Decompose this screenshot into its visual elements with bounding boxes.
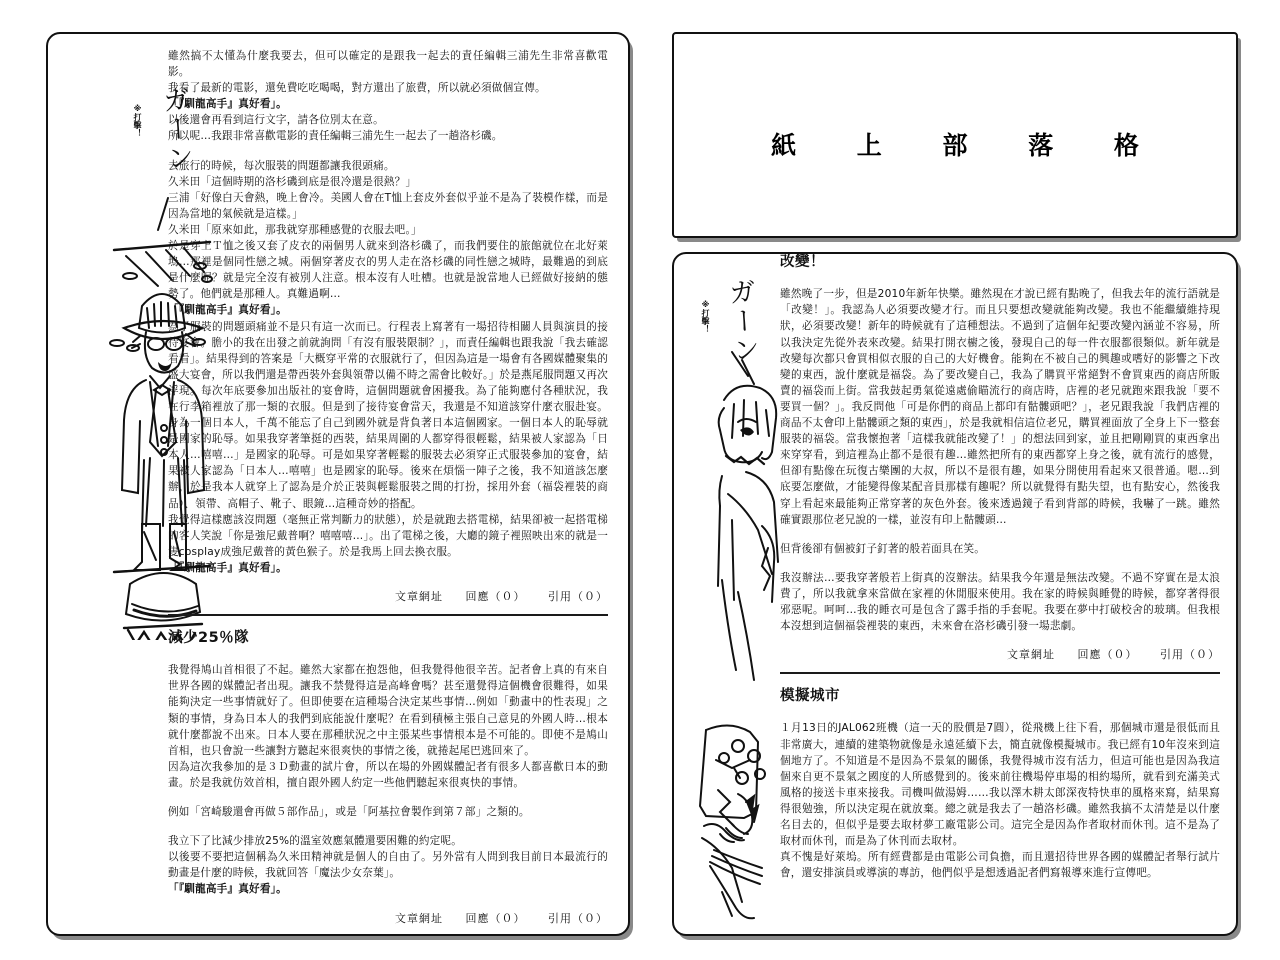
paragraph: 我覺得這樣應該沒問題（毫無正常判斷力的狀態），於是就跑去搭電梯，結果卻被一起搭電梯的客人笑說「你是強尼戴普啊？嘻嘻嘻…」。出了電梯之後，大廳的鏡子裡照映出來的就是一隻cosplay成強尼戴普的黃色猴子。於是我馬上回去換衣服。 bbox=[168, 513, 608, 558]
paragraph: 因為這次我參加的是３Ｄ動畫的試片會，所以在場的外國媒體記者有很多人都喜歡日本的動畫。於是我就仿效首相，擅自跟外國人約定一些他們聽起來很爽快的事情。 bbox=[168, 760, 608, 789]
paragraph-quote: 「『馴龍高手』真好看」。 bbox=[168, 883, 287, 896]
sfx-note-left: ※打擊！ bbox=[133, 104, 142, 137]
article-footer bbox=[168, 588, 608, 604]
article-footer bbox=[780, 646, 1220, 662]
trackback-count[interactable]: 引用（０） bbox=[548, 590, 608, 603]
paragraph: 我沒辦法…要我穿著般若上街真的沒辦法。結果我今年還是無法改變。不過不穿實在是太浪費了，所以我就拿來當做在家裡的休閒服來使用。我在家的時候與睡覺的時候，都穿著得很邪惡呢。呵呵…我的睡衣可是包含了露手指的手套呢。我要在夢中打破校舍的玻璃。但我根本沒想到這個福袋裡裝的東西，未來會在洛杉磯引發一場悲劇。 bbox=[780, 571, 1220, 633]
paragraph-quote: 「『馴龍高手』真好看」。 bbox=[168, 98, 287, 111]
article-heading: 減少25％隊 bbox=[168, 630, 250, 646]
paragraph: 為了服裝的問題頭痛並不是只有這一次而已。行程表上寫著有一場招待相關人員與演員的接待宴會。膽小的我在出發之前就詢問「有沒有服裝限制？」，而責任編輯也跟我說「我去確認看看」。結果得到的答案是「大概穿平常的衣服就行了，但因為這是一場會有各國媒體聚集的盛大宴會，所以我們還是帶西裝外套與領帶以備不時之需會比較好。」於是燕尾服問題又再次浮現。每次年底要參加出版社的宴會時，這個問題就會困擾我。為了能夠應付各種狀況，我在行李箱裡放了那一類的衣服。但是到了接待宴會當天，我還是不知道該穿什麼衣服赴宴。身為一個日本人，千萬不能忘了自己到國外就是背負著日本這個國家。一個日本人的恥辱就是國家的恥辱。如果我穿著筆挺的西裝，結果周圍的人都穿得很輕鬆，結果被人家認為「日本人…嘻嘻…」是國家的恥辱。可是如果穿著輕鬆的服裝去必須穿正式服裝參加的宴會，結果被人家認為「日本人…嘻嘻」也是國家的恥辱。後來在煩惱一陣子之後，我不知道該怎麼辦，於是我本人就穿上了認為是介於正裝與輕鬆服裝之間的打扮，採用外套（福袋裡裝的商品）、領帶、高帽子、靴子、眼鏡…這種奇妙的搭配。 bbox=[168, 320, 608, 510]
article-url-link[interactable]: 文章網址 bbox=[1007, 648, 1055, 662]
paragraph: 久米田「這個時期的洛杉磯到底是很冷還是很熱？」 bbox=[168, 175, 417, 188]
reply-count[interactable]: 回應（０） bbox=[465, 590, 526, 603]
article-url-link[interactable]: 文章網址 bbox=[395, 911, 443, 925]
article-heading: 改變！ bbox=[780, 254, 825, 270]
right-page-text-column bbox=[780, 0, 1220, 881]
paragraph: 雖然晚了一步，但是2010年新年快樂。雖然現在才說已經有點晚了，但我去年的流行語就是「改變！」。我認為人必須要改變才行。而且只要想改變就能夠改變。我也不能繼續維持現狀，必須要改變！新年的時候就有了這種想法。不過到了這個年紀要改變內涵並不容易，所以我決定先從外表來改變。結果打開衣櫥之後，發現自己的每一件衣服都很類似。新年就是改變每次都只會買相似衣服的自己的大好機會。能夠在不被自己的興趣或嗜好的影響之下改變的東西，說什麼就是福袋。為了要改變自己，我為了購買平常絕對不會買東西的商店所販賣的福袋而上街。當我鼓起勇氣從遠處偷瞄流行的商店時，店裡的老兄就跑來跟我說「要不要買一個？」。我反問他「可是你們的商品上都印有骷髏頭吧？」，老兄跟我說「我們店裡的商品不太會印上骷髏頭之類的東西」，於是我就相信這位老兄，購買裡面放了全身上下一整套服裝的福袋。當我懷抱著「這樣我就能改變了！」的想法回到家，並且把剛剛買的東西拿出來穿穿看，到這裡為止都不是很有趣…雖然把所有的東西都穿上身之後，就有流行的感覺，但卻有點像在玩復古樂團的大叔，所以不是很有趣，如果分開使用看起來又很普通。嗯…到底要怎麼做，才能變得像某配音員那樣有趣呢？所以就覺得有點失望，也有點安心，然後我穿上看起來最能夠正常穿著的灰色外套。後來透過鏡子看到背部的時候，我嚇了一跳。雖然確實跟那位老兄說的一樣，並沒有印上骷髏頭… bbox=[780, 288, 1220, 526]
paragraph-quote: 「『馴龍高手』真好看」。 bbox=[168, 304, 287, 317]
reply-count[interactable]: 回應（０） bbox=[1077, 648, 1138, 662]
paragraph: 雖然搞不太懂為什麼我要去，但可以確定的是跟我一起去的責任編輯三浦先生非常喜歡電影。 bbox=[168, 50, 608, 79]
character-illustration-right-lower bbox=[676, 716, 780, 931]
article-left-1 bbox=[168, 48, 608, 604]
trackback-count[interactable]: 引用（０） bbox=[1160, 648, 1220, 662]
paragraph-quote: 「『馴龍高手』真好看」。 bbox=[168, 561, 287, 574]
sfx-ga-n-right: ガーン bbox=[723, 277, 760, 366]
paragraph: 去旅行的時候，每次服裝的問題都讓我很頭痛。 bbox=[168, 159, 395, 172]
paragraph: 我立下了比減少排放25%的溫室效應氣體還要困難的約定呢。 bbox=[168, 835, 462, 848]
paragraph: 於是穿上Ｔ恤之後又套了皮衣的兩個男人就來到洛杉磯了，而我們要住的旅館就位在北好萊塢…那裡是個同性戀之城。兩個穿著皮衣的男人走在洛杉磯的同性戀之城時，最難過的到底是什麼呢？就是完全沒有被別人注意。根本沒有人吐槽。也就是說當地人已經做好接納的態勢了。他們就是那種人。真難過啊… bbox=[168, 240, 608, 301]
paragraph: 我覺得鳩山首相很了不起。雖然大家都在抱怨他，但我覺得他很辛苦。記者會上真的有來自世界各國的媒體記者出現。讓我不禁覺得這是高峰會嗎？甚至還覺得這個機會很難得，如果能夠決定一些事情就好了。但即使要在這種場合決定某些事情…例如「動畫中的性表現」之類的事情，身為日本人的我們到底能說什麼呢？在看到積極主張自己意見的外國人時…根本就什麼都說不出來。日本人要在那種狀況之中主張某些事情根本是不可能的。即使不是鳩山首相，也只會說一些讓對方聽起來很爽快的事情之後，就捲起尾巴逃回來了。 bbox=[168, 664, 608, 757]
left-page-panel bbox=[46, 32, 630, 936]
article-left-2 bbox=[168, 628, 608, 926]
reply-count[interactable]: 回應（０） bbox=[465, 911, 526, 925]
paragraph: 真不愧是好萊塢。所有經費都是由電影公司負擔，而且還招待世界各國的媒體記者舉行試片會，還安排演員或導演的專訪，他們似乎是想透過記者們寫報導來進行宣傳吧。 bbox=[780, 851, 1220, 880]
paragraph: 以後要不要把這個稱為久米田精神就是個人的自由了。另外當有人問到我目前日本最流行的動畫是什麼的時候，我就回答「魔法少女奈葉」。 bbox=[168, 851, 608, 880]
article-url-link[interactable]: 文章網址 bbox=[395, 590, 443, 603]
sfx-ga-n-left: ガーン bbox=[157, 85, 194, 174]
sfx-note-right: ※打擊！ bbox=[701, 300, 710, 333]
paragraph: 我看了最新的電影，還免費吃吃喝喝，對方還出了旅費，所以就必須做個宣傳。 bbox=[168, 82, 546, 95]
paragraph: １月13日的JAL062班機（這一天的股價是7圓），從飛機上往下看，那個城市還是很低而且非常廣大，連續的建築物就像是永遠延續下去，簡直就像模擬城市。我已經有10年沒來到這個地方了。不知道是不是因為不景氣的關係，我覺得城市沒有活力，但這可能也是因為我這個來自更不景氣之國度的人所感覺到的。後來前往機場停車場的相約場所，就看到充滿美式風格的接送卡車來接我。司機叫做湯姆……我以澤木耕太郎深夜特快車的風格來寫，結果寫得很勉強，所以決定現在就放棄。總之就是我去了一趟洛杉磯。雖然我搞不太清楚是以什麼名目去的，但似乎是要去取材夢工廠電影公司。這完全是因為作者取材而休刊。這不是為了取材而休刊，而是為了休刊而去取材。 bbox=[780, 722, 1220, 848]
article-divider bbox=[780, 672, 1220, 674]
article-right-2 bbox=[780, 686, 1220, 881]
paragraph: 但背後卻有個被釘子釘著的般若面具在笑。 bbox=[780, 542, 986, 555]
page-title: 紙 上 部 落 格 bbox=[771, 131, 1165, 160]
paragraph: 例如「宮崎駿還會再做５部作品」，或是「阿基拉會製作到第７部」之類的。 bbox=[168, 806, 530, 819]
paragraph: 所以呢…我跟非常喜歡電影的責任編輯三浦先生一起去了一趟洛杉磯。 bbox=[168, 130, 503, 143]
article-heading: 模擬城市 bbox=[780, 688, 840, 705]
paragraph: 以後還會再看到這行文字，請各位別太在意。 bbox=[168, 114, 384, 127]
article-divider bbox=[168, 614, 608, 616]
paragraph: 久米田「原來如此，那我就穿那種感覺的衣服去吧。」 bbox=[168, 223, 422, 236]
trackback-count[interactable]: 引用（０） bbox=[548, 911, 608, 925]
article-footer bbox=[168, 910, 608, 926]
article-right-1 bbox=[780, 252, 1220, 662]
left-page-text-column bbox=[168, 48, 608, 926]
paragraph: 三浦「好像白天會熱，晚上會冷。美國人會在T恤上套皮外套似乎並不是為了裝模作樣，而是因為當地的氣候就是這樣。」 bbox=[168, 191, 608, 220]
